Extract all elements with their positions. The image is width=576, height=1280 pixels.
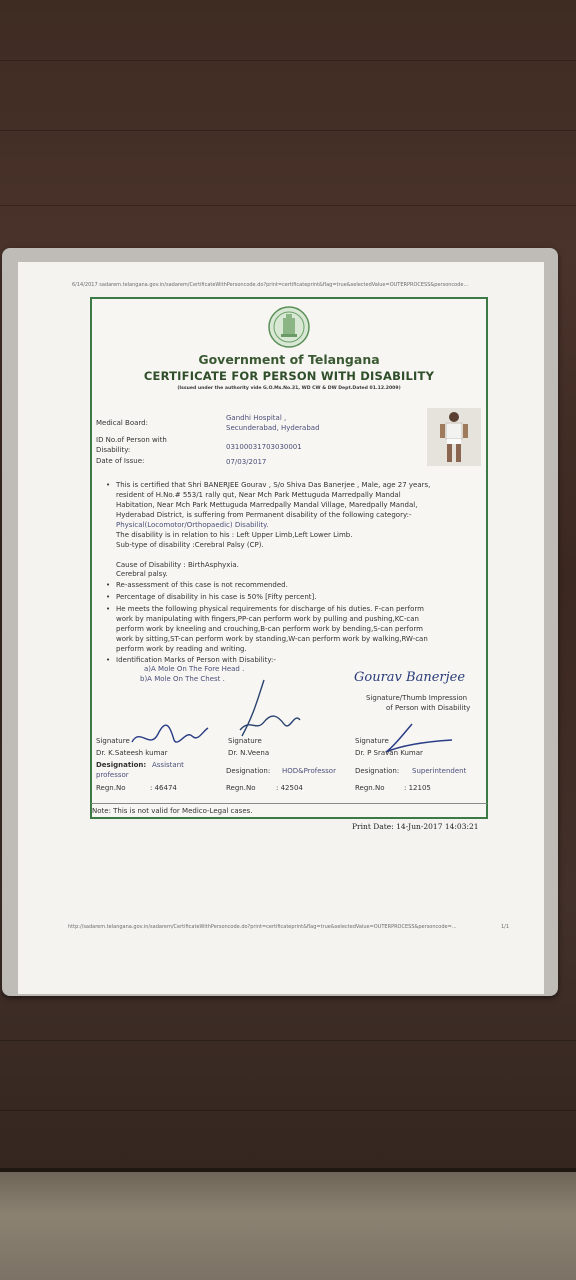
officer3-signature-label: Signature xyxy=(355,737,389,745)
signature-caption-line1: Signature/Thumb Impression xyxy=(366,694,468,702)
browser-footer-url: http://sadarem.telangana.gov.in/sadarem/CertificateWithPersoncode.do?print=certificateprint&flag=true&selectedValue=OUTERPROCESS&personcode=... xyxy=(68,924,457,930)
officer1-regn: : 46474 xyxy=(150,784,177,792)
officer2-signature-scribble xyxy=(234,678,304,740)
officer1-signature-label: Signature xyxy=(96,737,130,745)
certification-paragraph-line2: resident of H.No.# 553/1 rally qut, Near Mch Park Mettuguda Marredpally Mandal xyxy=(116,491,401,499)
identification-marks-label: • Identification Marks of Person with Disability:- xyxy=(116,656,276,664)
browser-footer-page: 1/1 xyxy=(501,924,510,930)
officer3-name: Dr. P Sravan Kumar xyxy=(355,749,423,757)
officer2-regn-label: Regn.No xyxy=(226,784,256,792)
officer3-regn-label: Regn.No xyxy=(355,784,385,792)
date-value: 07/03/2017 xyxy=(226,458,267,466)
requirements-line1: • He meets the following physical requirements for discharge of his duties. F-can perform xyxy=(116,605,424,613)
note-divider xyxy=(91,803,487,804)
id-label-line2: Disability: xyxy=(96,446,131,454)
officer1-signature-scribble xyxy=(130,722,210,752)
identification-mark-b: b)A Mole On The Chest . xyxy=(140,675,225,683)
requirements-line4: work by sitting,ST-can perform work by standing,W-can perform work by walking,RW-can xyxy=(116,635,428,643)
certification-paragraph-line1: • This is certified that Shri BANERJEE Gourav , S/o Shiva Das Banerjee , Male, age 27 years, xyxy=(116,481,430,489)
officer2-designation-label: Designation: xyxy=(226,767,271,775)
certification-paragraph-line3: Habitation, Near Mch Park Mettuguda Marredpally Mandal Village, Maredpally Mandal, xyxy=(116,501,418,509)
officer1-regn-label: Regn.No xyxy=(96,784,126,792)
requirements-line2: work by manipulating with fingers,PP-can perform work by pulling and pushing,KC-can xyxy=(116,615,419,623)
officer1-designation: Assistant xyxy=(152,761,184,769)
certification-paragraph-line7: Sub-type of disability :Cerebral Palsy (CP). xyxy=(116,541,264,549)
officer2-name: Dr. N.Veena xyxy=(228,749,270,757)
telangana-emblem-icon xyxy=(268,306,310,348)
officer1-designation-label: Designation: xyxy=(96,761,147,769)
certification-paragraph-line4: Hyderabad District, is suffering from Permanent disability of the following category:- xyxy=(116,511,412,519)
officer3-regn: : 12105 xyxy=(404,784,431,792)
issued-under-note: (Issued under the authority vide G.O.Ms.No.31, WD CW & DW Dept.Dated 01.12.2009) xyxy=(177,386,401,391)
certificate-title: CERTIFICATE FOR PERSON WITH DISABILITY xyxy=(143,369,435,383)
officer1-designation-line2: professor xyxy=(96,771,129,779)
person-photo xyxy=(427,408,481,466)
disability-percentage: • Percentage of disability in his case is 50% [Fifty percent]. xyxy=(116,593,316,601)
identification-mark-a: a)A Mole On The Fore Head . xyxy=(144,665,245,673)
reassessment-note: • Re-assessment of this case is not recommended. xyxy=(116,581,288,589)
floor-background xyxy=(0,1172,576,1280)
certification-paragraph-line6: The disability is in relation to his : Left Upper Limb,Left Lower Limb. xyxy=(116,531,353,539)
id-label: ID No.of Person with xyxy=(96,436,167,444)
medical-board-line2: Secunderabad, Hyderabad xyxy=(226,424,320,432)
officer3-designation: Superintendent xyxy=(412,767,467,775)
person-photo-figure xyxy=(427,408,481,466)
id-value: 03100031703030001 xyxy=(226,443,302,451)
government-heading: Government of Telangana xyxy=(198,352,380,367)
officer2-signature-label: Signature xyxy=(228,737,262,745)
date-label: Date of Issue: xyxy=(96,457,145,465)
cause-of-disability-line2: Cerebral palsy. xyxy=(116,570,168,578)
officer3-designation-label: Designation: xyxy=(355,767,400,775)
person-handwritten-signature: Gourav Banerjee xyxy=(354,670,466,685)
cause-of-disability: Cause of Disability : BirthAsphyxia. xyxy=(116,561,239,569)
signature-caption-line2: of Person with Disability xyxy=(386,704,471,712)
requirements-line5: perform work by reading and writing. xyxy=(116,645,247,653)
print-date: Print Date: 14-Jun-2017 14:03:21 xyxy=(352,822,479,831)
officer2-regn: : 42504 xyxy=(276,784,303,792)
medical-board-line1: Gandhi Hospital , xyxy=(226,414,287,422)
medical-board-label: Medical Board: xyxy=(96,419,148,427)
browser-header-url: 6/14/2017 sadarem.telangana.gov.in/sadarem/CertificateWithPersoncode.do?print=certificateprint&flag=true&selectedValue=OUTERPROCESS&personcode... xyxy=(72,282,469,288)
certification-paragraph-line5: Physical(Locomotor/Orthopaedic) Disability. xyxy=(116,521,269,529)
officer1-name: Dr. K.Sateesh kumar xyxy=(96,749,168,757)
medico-legal-note: Note: This is not valid for Medico-Legal cases. xyxy=(92,807,253,815)
officer2-designation: HOD&Professor xyxy=(282,767,336,775)
requirements-line3: perform work by kneeling and crouching,B-can perform work by bending,S-can perform xyxy=(116,625,423,633)
